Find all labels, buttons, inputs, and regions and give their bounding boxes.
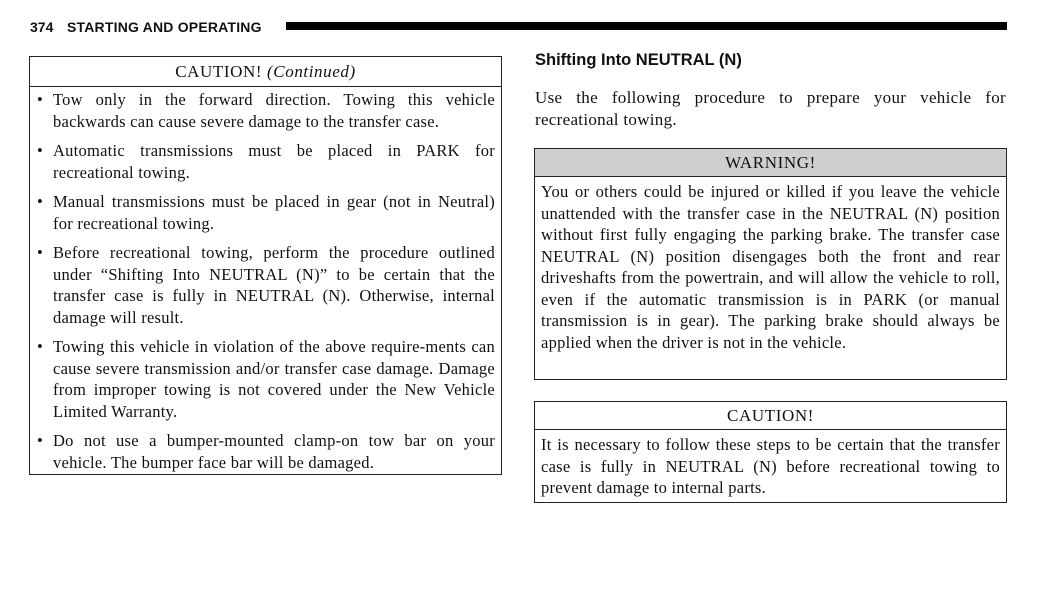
- caution-box-title: CAUTION!: [535, 402, 1006, 430]
- list-item: • Do not use a bumper-mounted clamp-on tow bar on your vehicle. The bumper face bar will be damaged.: [37, 431, 495, 472]
- caution-title-suffix: (Continued): [267, 62, 356, 81]
- warning-box: [534, 148, 1007, 380]
- bullet-icon: •: [37, 431, 44, 450]
- warning-title: WARNING!: [535, 149, 1006, 177]
- section-subheading: Shifting Into NEUTRAL (N): [535, 51, 742, 69]
- bullet-icon: •: [37, 192, 44, 211]
- warning-text: You or others could be injured or killed if you leave the vehicle unattended with the transfer case in the NEUTRAL (N) position without first fully engaging the parking brake. The transfer case NEUTRAL (N) position disengages both the front and rear driveshafts from the powertrain, and will allow the vehicle to roll, even if the automatic transmission is in PARK (or manual transmission is in gear). The parking brake should always be applied when the driver is not in the vehicle.: [541, 182, 1000, 352]
- caution-box-title: [30, 57, 501, 87]
- caution-title: CAUTION!: [175, 62, 263, 81]
- intro-paragraph: Use the following procedure to prepare your vehicle for recreational towing.: [535, 88, 1006, 129]
- section-title: STARTING AND OPERATING: [67, 19, 262, 35]
- bullet-icon: •: [37, 141, 44, 160]
- list-item: • Towing this vehicle in violation of the above require-ments can cause severe transmission and/or transfer case damage. Damage from improper towing is not covered under the New Vehicle Limited Warranty.: [37, 337, 495, 421]
- bullet-icon: •: [37, 337, 44, 356]
- bullet-icon: •: [37, 243, 44, 262]
- list-item: • Automatic transmissions must be placed in PARK for recreational towing.: [37, 141, 495, 182]
- page-header: [30, 18, 1007, 38]
- caution-text: It is necessary to follow these steps to be certain that the transfer case is fully in NEUTRAL (N) before recreational towing to prevent damage to internal parts.: [541, 435, 1000, 497]
- bullet-icon: •: [37, 90, 44, 109]
- caution-box-continued: [29, 56, 502, 475]
- list-item: • Manual transmissions must be placed in gear (not in Neutral) for recreational towing.: [37, 192, 495, 233]
- list-item: • Before recreational towing, perform the procedure outlined under “Shifting Into NEUTRAL (N)” to be certain that the transfer case is fully in NEUTRAL (N). Otherwise, internal damage will result.: [37, 243, 495, 327]
- header-rule: [286, 22, 1007, 30]
- caution-box: [534, 401, 1007, 503]
- list-item: • Tow only in the forward direction. Towing this vehicle backwards can cause severe damage to the transfer case.: [37, 90, 495, 131]
- caution-list: [30, 87, 501, 473]
- page-number: 374: [30, 19, 54, 35]
